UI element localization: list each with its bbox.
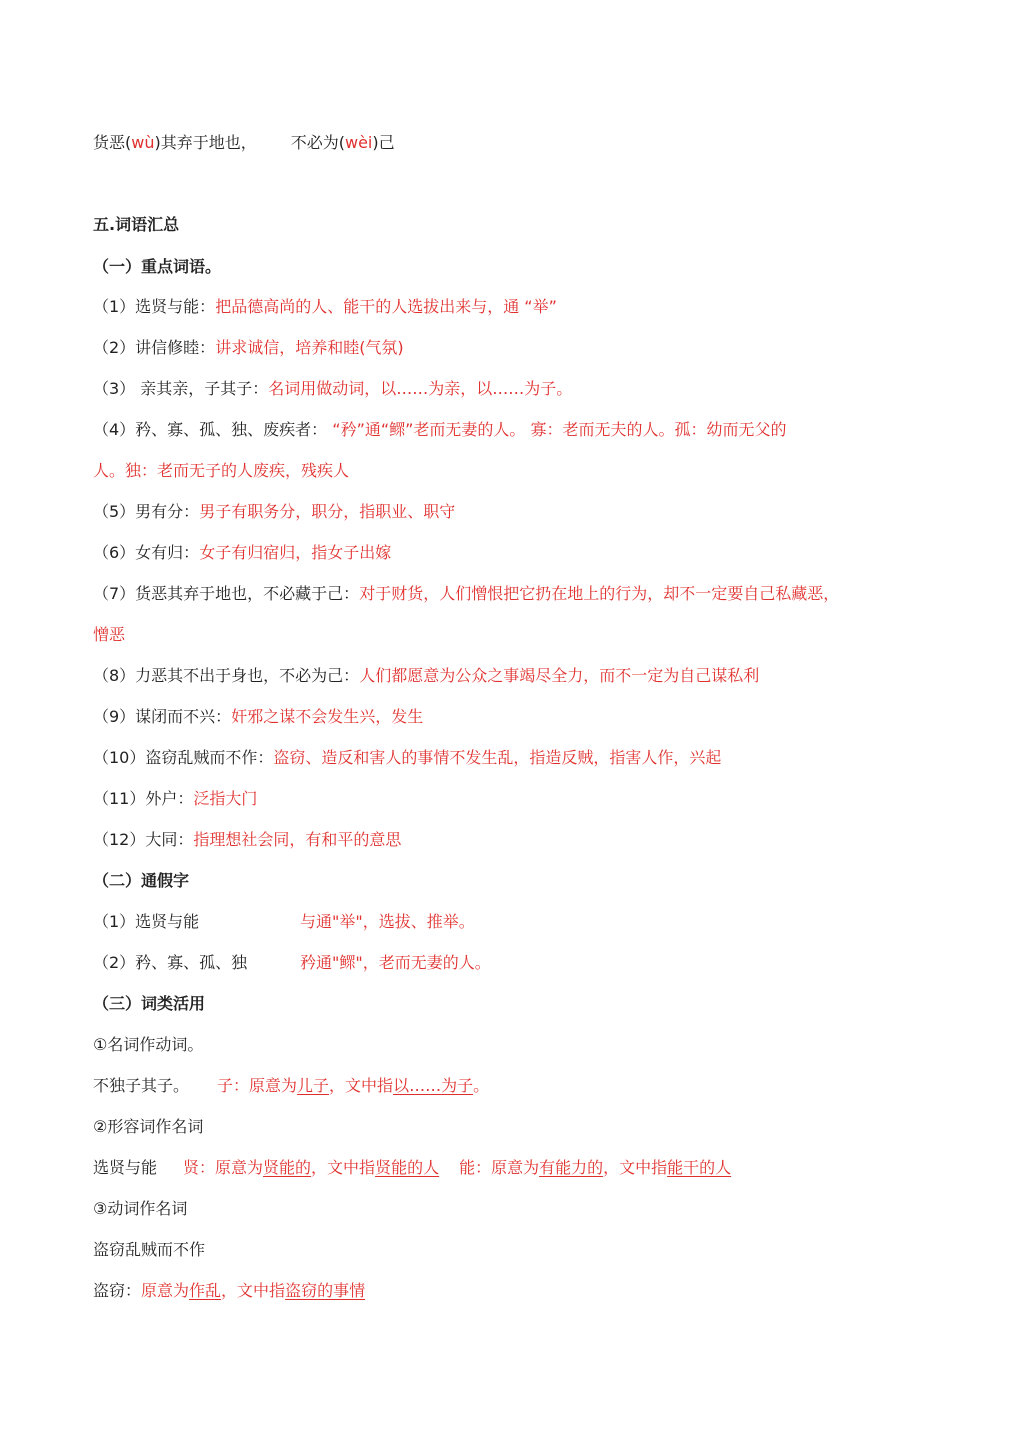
list-item: （7）货恶其弃于地也，不必藏于己：对于财货，人们憎恨把它扔在地上的行为，却不一定要自己私藏恶， [93,584,840,603]
example-line: 盗窃：原意为作乱，文中指盗窃的事情 [93,1281,366,1300]
list-item: （2）讲信修睦：讲求诚信，培养和睦(气氛) [93,338,404,357]
sub2-heading: （二）通假字 [93,871,190,890]
list-item: （2）矜、寡、孤、独 矜通"鳏"，老而无妻的人。 [93,953,491,972]
section-title: 五.词语汇总 [93,215,180,234]
list-item: （8）力恶其不出于身也，不必为己：人们都愿意为公众之事竭尽全力，而不一定为自己谋私利 [93,666,760,685]
top-line: 货恶(wù)其弃于地也， 不必为(wèi)己 [93,133,395,152]
list-item: （5）男有分：男子有职务分，职分，指职业、职守 [93,502,456,521]
list-item: （4）矜、寡、孤、独、废疾者： “矜”通“鳏”老而无妻的人。 寡：老而无夫的人。孤：幼而无父的 [93,420,787,439]
example-source: 盗窃乱贼而不作 [93,1240,206,1259]
subsection-title: ①名词作动词。 [93,1035,204,1054]
pinyin-wei: wèi [344,133,373,152]
subsection-title: ②形容词作名词 [93,1117,204,1136]
sub3-heading: （三）词类活用 [93,994,206,1013]
list-item: （3） 亲其亲，子其子：名词用做动词，以……为亲，以……为子。 [93,379,573,398]
list-item: （1）选贤与能：把品德高尚的人、能干的人选拔出来与，通 “举” [93,297,557,316]
list-item: （9）谋闭而不兴：奸邪之谋不会发生兴，发生 [93,707,424,726]
sub1-heading: （一）重点词语。 [93,257,222,276]
list-item: （1）选贤与能 与通"举"，选拔、推举。 [93,912,475,931]
list-item-continuation: 憎恶 [93,625,126,644]
list-item-continuation: 人。独：老而无子的人废疾，残疾人 [93,461,350,480]
list-item: （11）外户：泛指大门 [93,789,258,808]
subsection-title: ③动词作名词 [93,1199,188,1218]
list-item: （10）盗窃乱贼而不作：盗窃、造反和害人的事情不发生乱，指造反贼，指害人作，兴起 [93,748,722,767]
example-line: 选贤与能 贤：原意为贤能的，文中指贤能的人 能：原意为有能力的，文中指能干的人 [93,1158,732,1177]
list-item: （12）大同：指理想社会同，有和平的意思 [93,830,402,849]
list-item: （6）女有归：女子有归宿归，指女子出嫁 [93,543,392,562]
example-line: 不独子其子。 子：原意为儿子，文中指以……为子。 [93,1076,490,1095]
pinyin-wu: wù [131,133,155,152]
